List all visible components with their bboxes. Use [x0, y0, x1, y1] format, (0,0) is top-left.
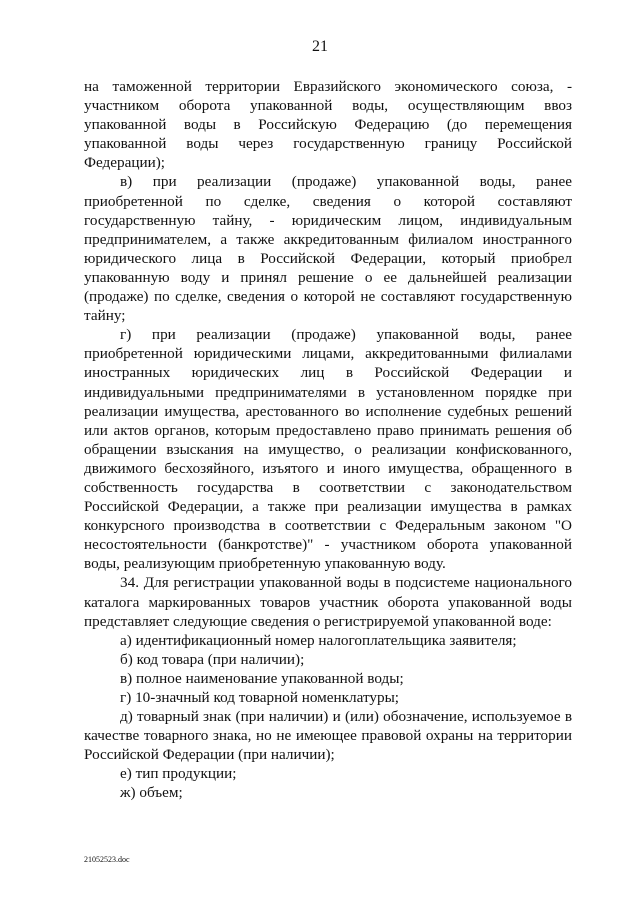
paragraph-continuation: на таможенной территории Евразийского экономического союза, - участником оборота упакованной воды, осуществляющим ввоз упакованной воды в Российскую Федерацию (до перемещения упакованной воды через государственную границу Российской Федерации); — [84, 78, 572, 172]
list-item-a: а) идентификационный номер налогоплательщика заявителя; — [120, 631, 517, 649]
list-item-v: в) полное наименование упакованной воды; — [120, 669, 404, 687]
list-item-zh: ж) объем; — [120, 784, 183, 802]
paragraph-clause-34: 34. Для регистрации упакованной воды в подсистеме национального каталога маркированных товаров участник оборота упакованной воды представляет следующие сведения о регистрируемой упакованной воде: — [84, 574, 572, 630]
list-item-b: б) код товара (при наличии); — [120, 650, 305, 668]
paragraph-item-v: в) при реализации (продаже) упакованной воды, ранее приобретенной по сделке, сведения о которой составляют государственную тайну, - юридическим лицом, индивидуальным предпринимателем, а также аккредитованным филиалом иностранного юридического лица в Российской Федерации, который приобрел упакованную воду и принял решение о ее дальнейшей реализации (продаже) по сделке, сведения о которой не составляют государственную тайну; — [84, 173, 572, 325]
page-number: 21 — [312, 38, 328, 55]
list-item-g: г) 10-значный код товарной номенклатуры; — [120, 689, 400, 706]
document-body — [84, 77, 572, 803]
paragraph-item-g: г) при реализации (продаже) упакованной воды, ранее приобретенной юридическими лицами, аккредитованными филиалами иностранных юридических лиц в Российской Федерации и индивидуальными предпринимателями в установленном порядке при реализации имущества, арестованного во исполнение судебных решений или актов органов, которым предоставлено право принимать решения об обращении взыскания на имущество, о реализации конфискованного, движимого бесхозяйного, изъятого и иного имущества, обращенного в собственность государства в соответствии с законодательством Российской Федерации, а также при реализации имущества в рамках конкурсного производства в соответствии с Федеральным законом "О несостоятельности (банкротстве)" - участником оборота упакованной воды, реализующим приобретенную упакованную воду. — [84, 326, 572, 573]
list-item-d: д) товарный знак (при наличии) и (или) обозначение, используемое в качестве товарного знака, но не имеющее правовой охраны на территории Российской Федерации (при наличии); — [84, 708, 572, 764]
footer-filename: 21052523.doc — [84, 855, 130, 864]
list-item-e: е) тип продукции; — [120, 765, 237, 783]
